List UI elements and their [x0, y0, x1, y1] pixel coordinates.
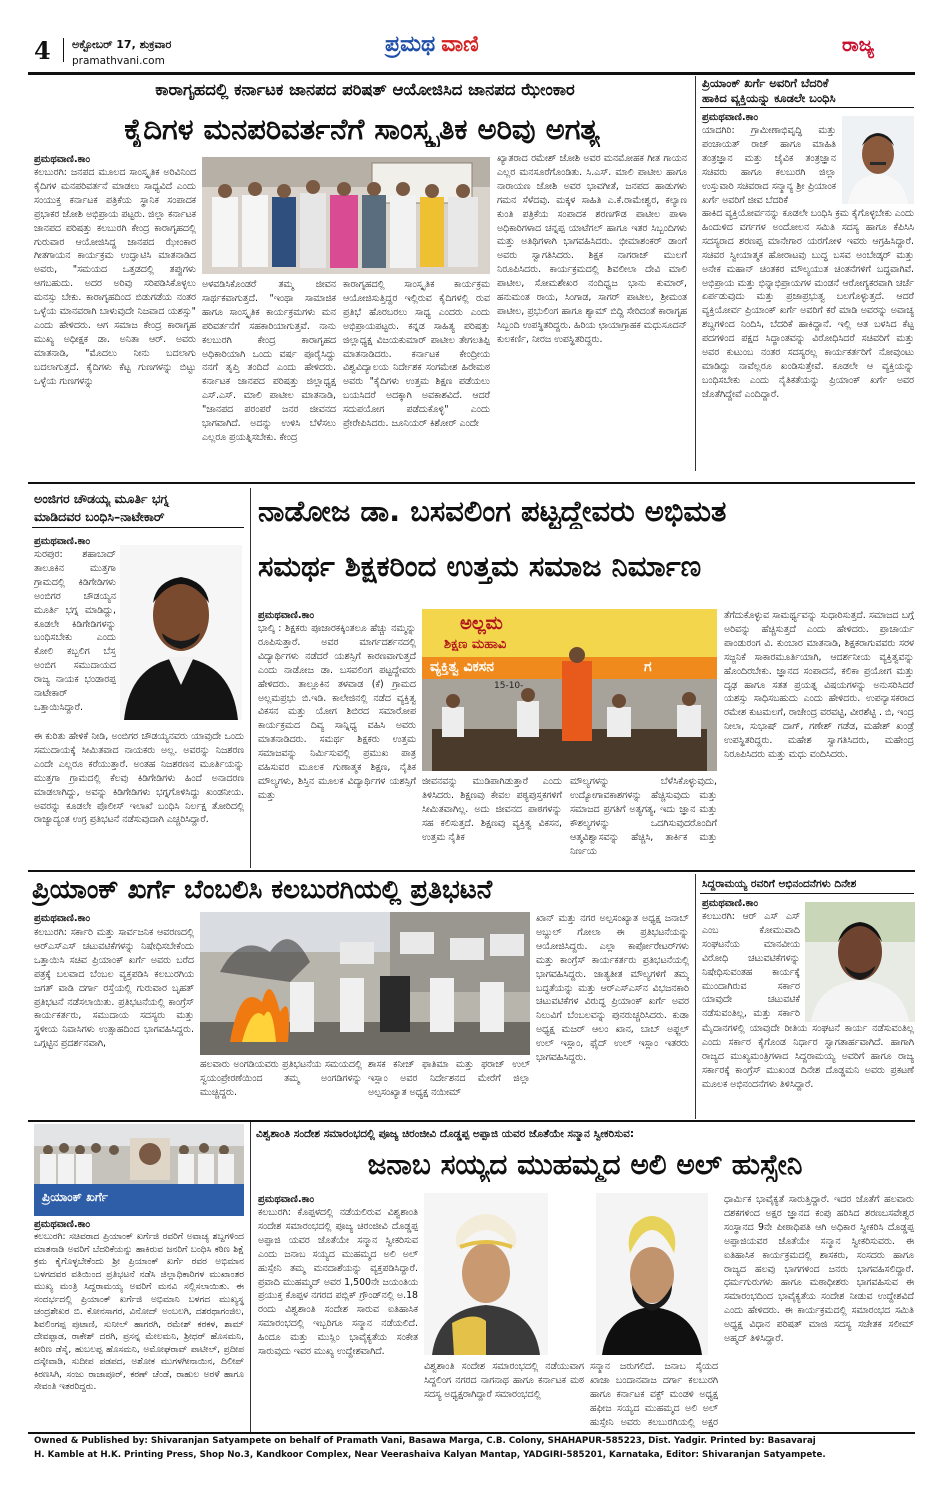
header-date: ಅಕ್ಟೋಬರ್ 17, ಶುಕ್ರವಾರ — [72, 38, 172, 51]
story5-col2: ಹಲವಾರು ಅಂಗಡಿಯವರು ಪ್ರತಿಭಟನೆಯ ಸಮಯದಲ್ಲಿ ಸ್ವಯಂಪ್ರೇರಣೆಯಿಂದ ತಮ್ಮ ಅಂಗಡಿಗಳನ್ನು ಮುಚ್ಚಿದ್ದರು. — [200, 1059, 362, 1098]
story1-col2: ಅಳವಡಿಸಿಕೊಂಡರೆ ತಮ್ಮ ಜೀವನ ಸಾರ್ಥಕವಾಗುತ್ತದೆ. "ಇಂಥಾ ಸಾಮಾಜಿಕ ಹಾಗೂ ಸಾಂಸ್ಕೃತಿಕ ಕಾರ್ಯಕ್ರಮಗಳು ಮನ ಪರಿವರ್ತನೆಗೆ ಸಹಕಾರಿಯಾಗುತ್ತವೆ. ನಾನು ಕಲಬುರಗಿ ಕೇಂದ್ರ ಕಾರಾಗೃಹದ ಅಧಿಕಾರಿಯಾಗಿ ಒಂದು ವರ್ಷ ಪೂರೈಸಿದ್ದು ನನಗೆ ತೃಪ್ತಿ ತಂದಿದೆ ಎಂದು ಹೇಳಿದರು. ಕರ್ನಾಟಕ ಜಾನಪದ ಪರಿಷತ್ತು ಜಿಲ್ಲಾಧ್ಯಕ್ಷ ಎಸ್.ಎಸ್. ಮಾಲಿ ಪಾಟೀಲ ಮಾತನಾಡಿ, "ಜಾನಪದ ಪರಂಪರೆ ಜನರ ಜೀವನದ ಭಾಗವಾಗಿದೆ. ಅದನ್ನು ಉಳಿಸಿ ಬೆಳೆಸಲು ಎಲ್ಲರೂ ಪ್ರಯತ್ನಿಸಬೇಕು. ಕೇಂದ್ರ — [202, 279, 336, 443]
banner-text-4: ಗ — [644, 659, 652, 675]
story4-headline-2: ಸಮರ್ಥ ಶಿಕ್ಷಕರಿಂದ ಉತ್ತಮ ಸಮಾಜ ನಿರ್ಮಾಣ — [258, 549, 702, 583]
masthead-part-1: ಪ್ರಮಥ — [385, 32, 436, 57]
man-portrait-icon — [596, 1193, 708, 1355]
story2-rule — [700, 107, 914, 108]
story2-headline-2: ಹಾಕಿದ ವ್ಯಕ್ತಿಯನ್ನು ಕೂಡಲೇ ಬಂಧಿಸಿ — [702, 91, 836, 105]
story1-headline: ಕೈದಿಗಳ ಮನಪರಿವರ್ತನೆಗೆ ಸಾಂಸ್ಕೃತಿಕ ಅರಿವು ಅಗತ್ಯ — [124, 112, 600, 146]
story1-photo — [202, 157, 490, 274]
column-rule-2 — [250, 488, 251, 868]
story1-col4: ಖ್ಯಾತರಾದ ರಮೇಶ್ ಜೋಶಿ ಅವರ ಮನಮೋಹಕ ಗೀತ ಗಾಯನ ಎಲ್ಲರ ಮನಸೂರೆಗೊಂಡಿತು. ಸಿ.ಎಸ್. ಮಾಲಿ ಪಾಟೀಲ ಹಾಗೂ ನಾರಾಯಣ ಜೋಶಿ ಅವರ ಭಾವಗೀತೆ, ಜನಪದ ಹಾಡುಗಳು ಗಮನ ಸೆಳೆದವು. ಮಕ್ಕಳ ಸಾಹಿತಿ ಎ.ಕೆ.ರಾಮೇಶ್ವರ, ಕಲ್ಯಾಣ ಕುಂತಿ ಪತ್ರಿಕೆಯ ಸಂಪಾದಕ ಶರಣಗೌಡ ಪಾಟೀಲ ಪಾಳಾ ಅಧಿಕಾರಿಗಳಾದ ಚನ್ನಪ್ಪ ಯಾಟೆಗಲ್ ಹಾಗೂ ಇತರ ಸಿಬ್ಬಂದಿಗಳು ಮತ್ತು ಅತಿಥಿಗಳಾಗಿ ಭಾಗವಹಿಸಿದರು. ಭೀಮಾಶಂಕರ್ ಡಾಂಗೆ ಅವರು ಸ್ವಾಗತಿಸಿದರು. ಶಿಕ್ಷಕ ನಾಗರಾಜ್ ಮುಲಗೆ ನಿರೂಪಿಸಿದರು. ಕಾರ್ಯಕ್ರಮದಲ್ಲಿ ಶಿವಲೀಲಾ ದೇವಿ ಮಾಲಿ ಪಾಟೀಲ, ಸೋಮಶೇಖರ ನಂದಿಧ್ವಜ ಭಾನು ಕುಮಾರ್, ಹನುಮಂತ ರಾಯ, ಸಿಂಗಾಡ, ಸಾಗರ್ ಪಾಟೀಲ, ಶ್ರೀಮಂತ ಪಾಟೀಲ, ಪ್ರಭುಲಿಂಗ ಹಾಗೂ ಶ್ಯಾಮ್ ಬಿದ್ದಿ ಸೇರಿದಂತೆ ಕಾರಾಗೃಹ ಸಿಬ್ಬಂದಿ ಉಪಸ್ಥಿತರಿದ್ದರು. ಹಿರಿಯ ಛಾಯಾಗ್ರಾಹಕ ಮಧುಸೂದನ್ ಕುಲಕರ್ಣಿ, ನೀರಜ ಉಪಸ್ಥಿತರಿದ್ದರು. — [497, 153, 687, 345]
story6-text-bottom: ಮೈದಾನಗಳಲ್ಲಿ ಯಾವುದೇ ರೀತಿಯ ಸಂಘಟನೆ ಕಾರ್ಯ ನಡೆಸುವಂತಿಲ್ಲ ಎಂದು ಸರ್ಕಾರ ಕೈಗೊಂಡ ನಿರ್ಧಾರ ಸ್ವಾಗತಾರ್ಹವಾಗಿದೆ. ಹಾಗಾಗಿ ರಾಜ್ಯದ ಮುಖ್ಯಮಂತ್ರಿಗಳಾದ ಸಿದ್ದರಾಮಯ್ಯ ಅವರಿಗೆ ಹಾಗೂ ರಾಜ್ಯ ಸರ್ಕಾರಕ್ಕೆ ಕಾಂಗ್ರೆಸ್ ಮುಖಂಡ ದಿನೇಶ ದೊಡ್ಡಮನಿ ಅವರು ಪ್ರಕಟಣೆ ಮೂಲಕ ಅಭಿನಂದನೆಗಳು ತಿಳಿಸಿದ್ದಾರೆ. — [702, 1023, 914, 1090]
story5-col1: ಕಲಬುರಗಿ: ಸರ್ಕಾರಿ ಮತ್ತು ಸಾರ್ವಜನಿಕ ಆವರಣದಲ್ಲಿ ಆರ್‌ಎಸ್‌ಎಸ್ ಚಟುವಟಿಕೆಗಳನ್ನು ನಿಷೇಧಿಸಬೇಕೆಂದು ಒತ್ತಾಯಿಸಿ ಸಚಿವ ಪ್ರಿಯಾಂಕ್ ಖರ್ಗೆ ಅವರು ಬರೆದ ಪತ್ರಕ್ಕೆ ಬಲವಾದ ಬೆಂಬಲ ವ್ಯಕ್ತಪಡಿಸಿ ಕಲಬುರಗಿಯ ಜಗತ್ ವಾಡಿ ದರ್ಗಾ ರಸ್ತೆಯಲ್ಲಿ ಗುರುವಾರ ಬೃಹತ್ ಪ್ರತಿಭಟನೆ ನಡೆಸಲಾಯಿತು. ಪ್ರತಿಭಟನೆಯಲ್ಲಿ ಕಾಂಗ್ರೆಸ್ ಕಾರ್ಯಕರ್ತರು, ಸಮುದಾಯ ಸದಸ್ಯರು ಮತ್ತು ಸ್ಥಳೀಯ ನಿವಾಸಿಗಳು ಉತ್ಸಾಹದಿಂದ ಭಾಗವಹಿಸಿದ್ದರು. ಒಗ್ಗಟ್ಟಿನ ಪ್ರದರ್ಶನವಾಗಿ, — [34, 927, 194, 1050]
story4-col3: ಮೌಲ್ಯಗಳನ್ನು ಬೆಳೆಸಿಕೊಳ್ಳುವುದು, ಉದ್ಯೋಗಾವಕಾಶಗಳನ್ನು ಹೆಚ್ಚಿಸುವುದು ಮತ್ತು ಸಮಾಜದ ಪ್ರಗತಿಗೆ ಅತ್ಯಗತ್ಯ, ಇದು ಜ್ಞಾನ ಮತ್ತು ಕೌಶಲ್ಯಗಳನ್ನು ಒದಗಿಸುವುದರೊಂದಿಗೆ ಆತ್ಮವಿಶ್ವಾಸವನ್ನು ಹೆಚ್ಚಿಸಿ, ತಾರ್ಕಿಕ ಮತ್ತು ನಿರ್ಣಯ — [570, 776, 717, 857]
story2-text-top: ಯಾದಗಿರಿ: ಗ್ರಾಮೀಣಾಭಿವೃದ್ಧಿ ಮತ್ತು ಪಂಚಾಯತ್ ರಾಜ್ ಹಾಗೂ ಮಾಹಿತಿ ತಂತ್ರಜ್ಞಾನ ಮತ್ತು ಜೈವಿಕ ತಂತ್ರಜ್ಞಾನ ಸಚಿವರು ಹಾಗೂ ಕಲಬುರಗಿ ಜಿಲ್ಲಾ ಉಸ್ತುವಾರಿ ಸಚಿವರಾದ ಸನ್ಮಾನ್ಯ ಶ್ರೀ ಪ್ರಿಯಾಂಕ ಖರ್ಗೆ ಅವರಿಗೆ ಜೀವ ಬೆದರಿಕೆ — [702, 125, 836, 206]
story3-headline-1: ಅಂಜಿಗರ ಚೌಡಯ್ಯ ಮೂರ್ತಿ ಭಗ್ನ — [34, 491, 169, 506]
masthead — [385, 32, 479, 57]
banner-text-2: ಶಿಕ್ಷಣ ಮಹಾವಿ — [444, 637, 507, 652]
page-header — [0, 0, 945, 72]
story2-text-bottom: ಹಾಕಿದ ವ್ಯಕ್ತಿಯೋರ್ವನನ್ನು ಕೂಡಲೇ ಬಂಧಿಸಿ ಕ್ರಮ ಕೈಗೊಳ್ಳಬೇಕು ಎಂದು ಹಿಂದುಳಿದ ವರ್ಗಗಳ ಅಂದೋಲನ ಸಮಿತಿ ಸದಸ್ಯ ಹಾಗೂ ಕೆಪಿಸಿಸಿ ಸದಸ್ಯರಾದ ಶರಣಪ್ಪ ಮಾನೇಗಾರ ಯರಗೋಳ ಇವರು ಆಗ್ರಹಿಸಿದ್ದಾರೆ. ಸಚಿವರ ಸ್ವೀಯಾತ್ಮಕ ಹೋರಾಟವು ಬುದ್ಧ ಬಸವ ಅಂಬೇಡ್ಕರ್ ಮತ್ತು ಅನೇಕ ಮಹಾನ್ ಚಿಂತಕರ ಮೌಲ್ಯಯುತ ಚಿಂತನೆಗಳಿಗೆ ಬದ್ಧವಾಗಿವೆ. ಅಭಿಪ್ರಾಯ ಮತ್ತು ಭಿನ್ನಾಭಿಪ್ರಾಯಗಳ ಮಂಡನೆ ಆರೋಗ್ಯಕರವಾಗಿ ಚರ್ಚೆ ಏರ್ಪಡುವುದು ಮತ್ತು ಪ್ರಜಾಪ್ರಭುತ್ವ ಬಲಗೊಳ್ಳುತ್ತದೆ. ಆದರೆ ವ್ಯಕ್ತಿಯೋರ್ವ ಪ್ರಿಯಾಂಕ್ ಖರ್ಗೆ ಅವರಿಗೆ ಕರೆ ಮಾಡಿ ಅವರನ್ನು ಅವಾಚ್ಯ ಶಬ್ದಗಳಿಂದ ನಿಂದಿಸಿ, ಬೆದರಿಕೆ ಹಾಕಿದ್ದಾನೆ. ಇಲ್ಲಿ ಆತ ಬಳಸಿದ ಕೆಟ್ಟ ಪದಗಳಿಂದ ಪಕ್ಷದ ಸಿದ್ಧಾಂತವನ್ನು ವಿರೋಧಿಸಿದರೆ ಸಚಿವರಿಗೆ ಮತ್ತು ಅವರ ಕುಟುಂಬ ನಂತರ ಸದಸ್ಯರಲ್ಲ ಕಾರ್ಯಕರ್ತರಿಗೆ ನೋವುಂಟು ಮಾಡಿದ್ದು ನಾವೆಲ್ಲರೂ ಖಂಡಿಸುತ್ತೇವೆ. ಕೂಡಲೇ ಆ ವ್ಯಕ್ತಿಯನ್ನು ಬಂಧಿಸಬೇಕು ಎಂದು ನೈತಿಕತೆಯನ್ನು ಪ್ರಿಯಾಂಕ್ ಖರ್ಗೆ ಅವರ ಜೊತೆಗಿದ್ದೇವೆ ಎಂದಿದ್ದಾರೆ. — [702, 208, 914, 400]
boy-portrait-icon — [424, 1193, 548, 1355]
section-label: ರಾಜ್ಯ — [842, 34, 875, 56]
story3-text-bottom: ಈ ಕುರಿತು ಹೇಳಿಕೆ ನೀಡಿ, ಅಂಬಿಗರ ಚೌಡಯ್ಯನವರು ಯಾವುದೇ ಒಂದು ಸಮುದಾಯಕ್ಕೆ ಸೀಮಿತವಾದ ನಾಯಕರು ಅಲ್ಲ. ಅವರನ್ನು ನಿಜಶರಣ ಎಂದೇ ಎಲ್ಲರೂ ಕರೆಯುತ್ತಾರೆ. ಅಂತಹ ನಿಜಶರಣನ ಮೂರ್ತಿಯನ್ನು ಮುತ್ತಗಾ ಗ್ರಾಮದಲ್ಲಿ ಕೆಲವು ಕಿಡಿಗೇಡಿಗಳು ಹಿಂದೆ ಅನಾದರಣ ಮಾಡಲಾಗಿದ್ದು, ಅವನ್ನು ಕಿಡಿಗೇಡಿಗಳು ಭಗ್ನಗೊಳಿಸಿದ್ದು ಖಂಡನೀಯ. ಅವರನ್ನು ಕೂಡಲೇ ಪೊಲೀಸ್ ಇಲಾಖೆ ಬಂಧಿಸಿ ನಿರ್ಲಕ್ಷ ತೋರಿದಲ್ಲಿ ರಾಜ್ಯಾದ್ಯಂತ ಉಗ್ರ ಪ್ರತಿಭಟನೆ ನಡೆಸುವುದಾಗಿ ಎಚ್ಚರಿಸಿದ್ದಾರೆ. — [34, 731, 244, 826]
story5-byline: ಪ್ರಮಥವಾಣಿ.ಕಾಂ — [34, 913, 91, 924]
story5-col3: ಶಾಸಕ ಕನೀಜ್ ಫಾತಿಮಾ ಮತ್ತು ಫರಾಜ್ ಉಲ್ ಇಸ್ಲಾಂ ಅವರ ನಿರ್ದೇಶನದ ಮೇರೆಗೆ ಜಿಲ್ಲಾ ಅಲ್ಪಸಂಖ್ಯಾತ ಅಧ್ಯಕ್ಷ ನಯೀಮ್ — [368, 1059, 530, 1098]
protest-photo-icon — [200, 912, 530, 1055]
banner-text-1: ಅಲ್ಲಮ — [460, 613, 503, 634]
story5-col4: ಖಾನ್ ಮತ್ತು ನಗರ ಅಲ್ಪಸಂಖ್ಯಾತ ಅಧ್ಯಕ್ಷ ಜನಾಬ್ ಅಬ್ದುಲ್ ಗೋಲಾ ಈ ಪ್ರತಿಭಟನೆಯನ್ನು ಆಯೋಜಿಸಿದ್ದರು. ಎಲ್ಲಾ ಕಾರ್ಪೋರೇಟರ್‌ಗಳು ಮತ್ತು ಕಾಂಗ್ರೆಸ್ ಕಾರ್ಯಕರ್ತರು ಪ್ರತಿಭಟನೆಯಲ್ಲಿ ಭಾಗವಹಿಸಿದ್ದರು. ಜಾತ್ಯತೀತ ಮೌಲ್ಯಗಳಿಗೆ ತಮ್ಮ ಬದ್ಧತೆಯನ್ನು ಮತ್ತು ಆರ್‌ಎಸ್‌ಎಸ್‌ನ ವಿಭಜನಕಾರಿ ಚಟುವಟಿಕೆಗಳ ವಿರುದ್ಧ ಪ್ರಿಯಾಂಕ್ ಖರ್ಗೆ ಅವರ ನಿಲುವಿಗೆ ಬೆಂಬಲವನ್ನು ಪುನರುಚ್ಚರಿಸಿದರು. ಕುಡಾ ಅಧ್ಯಕ್ಷ ಮಜರ್ ಆಲಂ ಖಾನ, ಬಾಬ್ ಅಫ್ಜಲ್ ಉಲ್ ಇಸ್ಲಾಂ, ಫೈದ್ ಉಲ್ ಇಸ್ಲಾಂ ಇತರರು ಭಾಗವಹಿಸಿದ್ದರು. — [536, 913, 689, 1064]
header-divider — [63, 38, 64, 62]
story3-rule — [32, 527, 244, 528]
story2-portrait — [842, 116, 914, 204]
column-rule-1 — [695, 76, 696, 471]
story8-col4: ಧಾರ್ಮಿಕ ಭಾವೈಕ್ಯತೆ ಸಾರುತ್ತಿದ್ದಾರೆ. ಇದರ ಜೊತೆಗೆ ಹಲವಾರು ದಶಕಗಳಿಂದ ಅಕ್ಷರ ಜ್ಞಾನದ ಕಂಪು ಹರಿಸಿದ ಶರಣಬಸವೇಶ್ವರ ಸಂಸ್ಥಾನದ 9ನೇ ಪೀಠಾಧಿಪತಿ ಆಗಿ ಅಧಿಕಾರ ಸ್ವೀಕರಿಸಿ ದೊಡ್ಡಪ್ಪ ಅಪ್ಪಾಜಿಯವರ ಜೊತೆಯೇ ಸನ್ಮಾನ ಸ್ವೀಕರಿಸುವರು. ಈ ಐತಿಹಾಸಿಕ ಕಾರ್ಯಕ್ರಮದಲ್ಲಿ ಶಾಸಕರು, ಸಂಸದರು ಹಾಗೂ ರಾಜ್ಯದ ಹಲವು ಭಾಗಗಳಿಂದ ಜನರು ಭಾಗವಹಿಸಲಿದ್ದಾರೆ. ಧರ್ಮಗುರುಗಳು ಹಾಗೂ ಮಠಾಧೀಶರು ಭಾಗವಹಿಸುವ ಈ ಸಮಾರಂಭದಿಂದ ಭಾವೈಕ್ಯತೆಯ ಸಂದೇಶ ನೀಡುವ ಉದ್ದೇಶವಿದೆ ಎಂದು ಹೇಳಿದರು. ಈ ಕಾರ್ಯಕ್ರಮದಲ್ಲಿ ಸಮಾರಂಭದ ಸಮಿತಿ ಅಧ್ಯಕ್ಷ ವಿಧಾನ ಪರಿಷತ್ ಮಾಜಿ ಸದಸ್ಯ ಸಚೇತಕ ಸಲೀಮ್ ಅಹ್ಮದ್ ತಿಳಿಸಿದ್ದಾರೆ. — [724, 1194, 914, 1345]
story8-photo-1 — [424, 1193, 548, 1355]
story4-col1: ಭಾಲ್ಕಿ : ಶಿಕ್ಷಕರು ಪೂಜಾರಕಕ್ಕಿಂತಲೂ ಹೆಚ್ಚು ನಮ್ಮನ್ನು ರೂಪಿಸುತ್ತಾರೆ. ಅವರ ಮಾರ್ಗದರ್ಶನದಲ್ಲಿ ವಿದ್ಯಾರ್ಥಿಗಳು ನಡೆದರೆ ಯಶಸ್ಸಿಗೆ ಕಾರಣವಾಗುತ್ತದೆ ಎಂದು ನಾಡೋಜ ಡಾ. ಬಸವಲಿಂಗ ಪಟ್ಟದ್ದೇವರು ಹೇಳಿದರು. ತಾಲ್ಲೂಕಿನ ತಳವಾಡ (ಕೆ) ಗ್ರಾಮದ ಅಲ್ಲಮಪ್ರಭು ಬಿ.ಇಡಿ. ಕಾಲೇಜಿನಲ್ಲಿ ನಡೆದ ವ್ಯಕ್ತಿತ್ವ ವಿಕಸನ ಮತ್ತು ಯೋಗ ಶಿಬಿರದ ಸಮಾರೋಪ ಕಾರ್ಯಕ್ರಮದ ದಿವ್ಯ ಸಾನ್ನಿಧ್ಯ ವಹಿಸಿ ಅವರು ಮಾತನಾಡಿದರು. ಸಮರ್ಥ ಶಿಕ್ಷಕರು ಉತ್ತಮ ಸಮಾಜವನ್ನು ನಿರ್ಮಿಸುವಲ್ಲಿ ಪ್ರಮುಖ ಪಾತ್ರ ವಹಿಸುವರ ಮೂಲಕ ಗುಣಾತ್ಮಕ ಶಿಕ್ಷಣ, ನೈತಿಕ ಮೌಲ್ಯಗಳು, ಶಿಸ್ತಿನ ಮೂಲಕ ವಿದ್ಯಾರ್ಥಿಗಳ ಯಶಸ್ಸಿಗೆ ಮತ್ತು — [258, 623, 416, 801]
story3-text-top: ಸುರಪುರ: ಶಹಾಬಾದ್ ತಾಲೂಕಿನ ಮುತ್ತಗಾ ಗ್ರಾಮದಲ್ಲಿ ಕಿಡಿಗೇಡಿಗಳು ಅಂಬಿಗರ ಚೌಡಯ್ಯನ ಮೂರ್ತಿ ಭಗ್ನ ಮಾಡಿದ್ದು, ಕೂಡಲೇ ಕಿಡಿಗೇಡಿಗಳನ್ನು ಬಂಧಿಸಬೇಕು ಎಂದು ಕೋಲಿ ಕಬ್ಬಲಿಗ ಬೆಸ್ತ ಅಂಬಿಗ ಸಮುದಾಯದ ರಾಜ್ಯ ನಾಯಕ ಭಂಡಾರಪ್ಪ ನಾಟೇಕಾರ್ ಒತ್ತಾಯಿಸಿದ್ದಾರೆ. — [34, 549, 116, 713]
man-portrait-icon — [805, 902, 915, 1022]
story4-col2: ಜೀವನವನ್ನು ಮುಡಿಪಾಗಿಡುತ್ತಾರೆ ಎಂದು ತಿಳಿಸಿದರು. ಶಿಕ್ಷಣವು ಕೇವಲ ಪಠ್ಯಪುಸ್ತಕಗಳಿಗೆ ಸೀಮಿತವಾಗಿಲ್ಲ. ಅದು ಜೀವನದ ಪಾಠಗಳನ್ನು ಸಹ ಕಲಿಸುತ್ತದೆ. ಶಿಕ್ಷಣವು ವ್ಯಕ್ತಿತ್ವ ವಿಕಸನ, ಉತ್ತಮ ನೈತಿಕ — [422, 776, 562, 843]
story6-rule — [700, 893, 914, 894]
story8-kicker: ವಿಶ್ವಶಾಂತಿ ಸಂದೇಶ ಸಮಾರಂಭದಲ್ಲಿ ಪೂಜ್ಯ ಚಿರಂಜೀವಿ ದೊಡ್ಡಪ್ಪ ಅಪ್ಪಾಜಿ ಯವರ ಜೊತೆಯೇ ಸನ್ಮಾನ ಸ್ವೀಕರಿಸುವ: — [256, 1128, 635, 1140]
footer-rule — [28, 1432, 915, 1434]
story1-col1: ಕಲಬುರಗಿ: ಜನಪದ ಮೂಲದ ಸಾಂಸ್ಕೃತಿಕ ಅರಿವಿನಿಂದ ಕೈದಿಗಳ ಮನಪರಿವರ್ತನೆ ಮಾಡಲು ಸಾಧ್ಯವಿದೆ ಎಂದು ಸಂಯುಕ್ತ ಕರ್ನಾಟಕ ಪತ್ರಿಕೆಯ ಸ್ಥಾನಿಕ ಸಂಪಾದಕ ಪ್ರಭಾಕರ ಜೋಶಿ ಅಭಿಪ್ರಾಯ ಪಟ್ಟರು. ಜಿಲ್ಲಾ ಕರ್ನಾಟಕ ಜಾನಪದ ಪರಿಷತ್ತು ಕಲಬುರಗಿ ಕೇಂದ್ರ ಕಾರಾಗೃಹದಲ್ಲಿ ಗುರುವಾರ ಆಯೋಜಿಸಿದ್ದ ಜಾನಪದ ಝೇಂಕಾರ ಗೀತಗಾಯನ ಕಾರ್ಯಕ್ರಮ ಉದ್ಘಾಟಿಸಿ ಮಾತನಾಡಿದ ಅವರು, "ಸಮಯದ ಒತ್ತಡದಲ್ಲಿ ತಪ್ಪುಗಳು ಆಗಬಹುದು. ಅದರ ಅರಿವು ಸರಿಪಡಿಸಿಕೊಳ್ಳಲು ಮನಸ್ಸು ಬೇಕು. ಕಾರಾಗೃಹದಿಂದ ಬಿಡುಗಡೆಯ ನಂತರ ಒಳ್ಳೆಯ ಮಾನವರಾಗಿ ಬಾಳುವುದೇ ನಿಜವಾದ ಯಶಸ್ಸು" ಎಂದು ಹೇಳಿದರು. ಆಗ ಸಮಾಜ ಕೇಂದ್ರ ಕಾರಾಗೃಹ ಮುಖ್ಯ ಅಧೀಕ್ಷಕ ಡಾ. ಅನಿತಾ ಆರ್. ಅವರು ಮಾತನಾಡಿ, "ಮೊದಲು ನೀನು ಬದಲಾಗು ಬದಲಾಗುತ್ತದೆ. ಕೈದಿಗಳು ಕೆಟ್ಟ ಗುಣಗಳನ್ನು ಬಿಟ್ಟು ಒಳ್ಳೆಯ ಗುಣಗಳನ್ನು — [34, 167, 196, 387]
man-portrait-icon — [842, 116, 914, 204]
story7-photo — [34, 1124, 244, 1216]
header-rule — [28, 72, 915, 75]
banner-text-3: ವ್ಯಕ್ತಿತ್ವ ವಿಕಸನ — [430, 659, 495, 675]
story4-byline: ಪ್ರಮಥವಾಣಿ.ಕಾಂ — [258, 610, 315, 621]
story8-col3: ಸನ್ಮಾನ ಜರುಗಲಿದೆ. ಜನಾಬ ಸೈಯದ ಖಾಜಾ ಬಂದಾನವಾಜ ದರ್ಗಾ ಕಲಬುರಗಿ ಹಾಗೂ ಕರ್ನಾಟಕ ವಕ್ಫ್ ಮಂಡಳಿ ಅಧ್ಯಕ್ಷ ಹಫೀಜ ಸಯ್ಯದ ಮುಹಮ್ಮದ ಅಲಿ ಅಲ್ ಹುಸ್ಸೇನಿ ಅವರು ಕಲಬುರಗಿಯಲ್ಲಿ ಅಕ್ಷರ — [590, 1361, 718, 1428]
story6-byline: ಪ್ರಮಥವಾಣಿ.ಕಾಂ — [702, 898, 759, 909]
story4-col4: ತೆಗೆದುಕೊಳ್ಳುವ ಸಾಮರ್ಥ್ಯವನ್ನು ಸುಧಾರಿಸುತ್ತದೆ. ಸಮಾಜದ ಬಗ್ಗೆ ಅರಿವನ್ನು ಹೆಚ್ಚಿಸುತ್ತದೆ ಎಂದು ಹೇಳಿದರು. ಪ್ರಾಚಾರ್ಯ ಪಾಂಡುರಂಗ ವಿ. ಕುಂಬಾರ ಮಾತನಾಡಿ, ಶಿಕ್ಷಕರಾಗುವವರು ಸರಳ ಸಜ್ಜನಿಕೆ ಸಾಕಾರಮೂರ್ತಿಯಾಗಿ, ಆದರ್ಶನೀಯ ವ್ಯಕ್ತಿತ್ವವನ್ನು ಹೊಂದಿರಬೇಕು. ಜ್ಞಾನದ ಸಂಪಾದನೆ, ಕಲಿಕಾ ಪ್ರಯೋಗ ಮತ್ತು ದೃಢ ಹಾಗೂ ಸತತ ಪ್ರಯತ್ನ ವಿಷಯಗಳನ್ನು ಅನುಸರಿಸಿದರೆ ಯಶಸ್ಸು ಸಾಧಿಸಬಹುದು ಎಂದು ಹೇಳಿದರು. ಉಪನ್ಯಾಸಕರಾದ ರಮೇಶ ಕುಟಮಲಗೆ, ರಾಜೇಂದ್ರ ವರವಟ್ಟಿ, ವೀರಶೆಟ್ಟಿ . ಬಿ, ಇಂದ್ರ ನೀಲಾ, ಸುಭಾಷ್ ದಾಗ್, ಗಣೇಶ್ ಗಡೆಡ, ಮಹೇಶ್ ಖಂಡ್ರೆ ಉಪಸ್ಥಿತರಿದ್ದರು. ಮಹೇಶ ಸ್ವಾಗತಿಸಿದರು, ಮಹೇಂದ್ರ ನಿರೂಪಿಸಿದರು ಮತ್ತು ಮಧು ವಂದಿಸಿದರು. — [724, 610, 914, 761]
section-rule-1 — [28, 482, 915, 484]
story4-headline-1: ನಾಡೋಜ ಡಾ. ಬಸವಲಿಂಗ ಪಟ್ಟದ್ದೇವರು ಅಭಿಮತ — [258, 494, 727, 528]
story7-text: ಕಲಬುರಗಿ: ಸಚಿವರಾದ ಪ್ರಿಯಾಂಕ್ ಖರ್ಗೆಜಿ ರವರಿಗೆ ಅವಾಚ್ಯ ಶಬ್ದಗಳಿಂದ ಮಾತನಾಡಿ ಅವರಿಗೆ ಬೆದರಿಕೆಯನ್ನು ಹಾಕಿರುವ ಜನರಿಗೆ ಬಂಧಿಸಿ ಕಠಿಣ ಶಿಕ್ಷೆ ಕ್ರಮ ಕೈಗೊಳ್ಳಬೇಕೆಂದು ಶ್ರೀ ಪ್ರಿಯಾಂಕ್ ಖರ್ಗೆ ರವರ ಅಭಿಮಾನ ಬಳಗದವರ ವತಿಯಿಂದ ಪ್ರತಿಭಟನೆ ನಡೆಸಿ ಜಿಲ್ಲಾಧಿಕಾರಿಗಳ ಮುಖಾಂತರ ಮುಖ್ಯ ಮಂತ್ರಿ ಸಿದ್ದರಾಮಯ್ಯ ಅವರಿಗೆ ಮನವಿ ಸಲ್ಲಿಸಲಾಯಿತು. ಈ ಸಂದರ್ಭದಲ್ಲಿ ಪ್ರಿಯಾಂಕ್ ಖರ್ಗೆಜಿ ಅಭಿಮಾನಿ ಬಳಗದ ಮುಖ್ಯಸ್ಥ ಚಂದ್ರಶೇಖರ ಬಿ. ಕೋನಸಾಗರ, ವಿನೋದ್ ಅಂಬಲಗಿ, ದಶರಥಾಗಂಜಿಲ, ಶಿವಲಿಂಗಪ್ಪ ಪುಟಾಣಿ, ಸುನೀಲ್ ಹಾಗರಗಿ, ರಮೇಶ್ ಕರಕಳ, ಶಾಮ್ ದೇವಪ್ಪಾಡ, ರಾಕೇಶ್ ದರಗಿ, ಪ್ರಸನ್ನ ಮೇಲಮನಿ, ಶ್ರೀಧರ್ ಹೊಸಮನಿ, ಕೀರಿಣ ಡೆಸೈ, ಹುಬಲಪ್ಪ ಹೊಸಮನಿ, ಅಮೋಘರಾವ್ ಪಾಟೀಲ್, ಪ್ರದೀಪ ದಸ್ಕೇವಾಡಿ, ಸುದೀಪ ಪಡಪದ, ಅಶೋಕ ಮುಗಳಗೀನಾಯಿನ, ದಿಲೀಪ್ ಕಿರಣಸಿಗಿ, ಸಂಜು ರಾಜಾಪೂರ್, ಕರಣ್ ಚೆಂಡೆ, ರಾಹುಲ ಅರಳೆ ಹಾಗೂ ಸೇವಂತಿ ಇತರರಿದ್ದರು. — [34, 1232, 244, 1392]
man-portrait-icon — [120, 545, 242, 720]
story3-portrait — [120, 545, 242, 720]
column-rule-4 — [250, 1122, 251, 1432]
poster-text: ಪ್ರಿಯಾಂಕ್ ಖರ್ಗೆ — [42, 1190, 109, 1204]
story6-headline: ಸಿದ್ದರಾಮಯ್ಯ ರವರಿಗೆ ಅಭಿನಂದನೆಗಳು ದಿನೇಶ — [702, 878, 857, 890]
story6-text-top: ಕಲಬುರಗಿ: ಆರ್ ಎಸ್ ಎಸ್ ಎಂಬ ಕೋಮುವಾದಿ ಸಂಘಟನೆಯ ಮಾನವೀಯ ವಿರೋಧಿ ಚಟುವಟಿಕೆಗಳನ್ನು ನಿಷೇಧಿಸುವಂತಹ ಕಾರ್ಯಕ್ಕೆ ಮುಂದಾಗಿರುವ ಸರ್ಕಾರ ಯಾವುದೇ ಚಟುವಟಿಕೆ ನಡೆಸುವಂತಿಲ್ಲ, ಮತ್ತು ಸರ್ಕಾರಿ — [702, 911, 800, 1020]
story8-photo-2 — [596, 1193, 708, 1355]
story1-byline: ಪ್ರಮಥವಾಣಿ.ಕಾಂ — [34, 154, 91, 165]
story1-kicker: ಕಾರಾಗೃಹದಲ್ಲಿ ಕರ್ನಾಟಕ ಜಾನಪದ ಪರಿಷತ್ ಆಯೋಜಿಸಿದ ಜಾನಪದ ಝೇಂಕಾರ — [155, 80, 575, 99]
footer-line-2: H. Kamble at H.K. Printing Press, Shop No.3, Kandkoor Complex, Near Veerashaiva Kalyan Mantap, YADGIRI-585201, Karnataka, Editor: Shivaranjan Satyampete. — [34, 1450, 826, 1460]
story8-byline: ಪ್ರಮಥವಾಣಿ.ಕಾಂ — [258, 1194, 315, 1205]
story5-headline: ಪ್ರಿಯಾಂಕ್ ಖರ್ಗೆ ಬೆಂಬಲಿಸಿ ಕಲಬುರಗಿಯಲ್ಲಿ ಪ್ರತಿಭಟನೆ — [32, 875, 493, 905]
footer-line-1: Owned & Published by: Shivaranjan Satyampete on behalf of Pramath Vani, Basawa Marga, C.B. Colony, SHAHAPUR-585223, Dist. Yadgir. Printed by: Basavaraj — [34, 1436, 816, 1446]
header-website: pramathvani.com — [72, 55, 165, 67]
story7-byline: ಪ್ರಮಥವಾಣಿ.ಕಾಂ — [34, 1219, 91, 1230]
story2-byline: ಪ್ರಮಥವಾಣಿ.ಕಾಂ — [702, 112, 759, 123]
page-number: 4 — [34, 36, 51, 65]
story6-portrait — [805, 902, 915, 1022]
story3-headline-2: ಮಾಡಿದವರ ಬಂಧಿಸಿ–ನಾಟೇಕಾರ್ — [34, 509, 165, 524]
story1-col3: ಕಾರಾಗೃಹದಲ್ಲಿ ಸಾಂಸ್ಕೃತಿಕ ಕಾರ್ಯಕ್ರಮ ಆಯೋಜಿಸುತ್ತಿದ್ದರ ಇಲ್ಲಿರುವ ಕೈದಿಗಳಲ್ಲಿ ರುವ ಪ್ರತಿಭೆ ಹೊರಬರಲು ಸಾಧ್ಯ ಎಂದರು ಎಂದು ಅಭಿಪ್ರಾಯಪಟ್ಟರು. ಕನ್ನಡ ಸಾಹಿತ್ಯ ಪರಿಷತ್ತು ಜಿಲ್ಲಾಧ್ಯಕ್ಷ ವಿಜಯಕುಮಾರ್ ಪಾಟೀಲ ತೇಗಲತಿಪ್ಪಿ ಮಾತನಾಡಿದರು. ಕರ್ನಾಟಕ ಕೇಂದ್ರೀಯ ವಿಶ್ವವಿದ್ಯಾಲಯ ನಿರ್ದೇಶಕ ಸಂಗಮೇಶ ಹಿರೇಮಠ ಅವರು "ಕೈದಿಗಳು ಉತ್ತಮ ಶಿಕ್ಷಣ ಪಡೆಯಲು ಬಯಸಿದರೆ ಅದಕ್ಕಾಗಿ ಅವಕಾಶವಿದೆ. ಆದರೆ ಸದುಪಯೋಗ ಪಡೆದುಕೊಳ್ಳಿ" ಎಂದು ಪ್ರೇರೇಪಿಸಿದರು. ಜೂನಿಯರ್ ಕಿಶೋರ್ ಎಂದೇ — [343, 279, 490, 430]
section-rule-3 — [28, 1120, 915, 1122]
story8-col2: ವಿಶ್ವಶಾಂತಿ ಸಂದೇಶ ಸಮಾರಂಭದಲ್ಲಿ ನಡೆಯುವಾಗ ಸಿದ್ದಲಿಂಗ ನಗರದ ನಾಗನಾಥ ಹಾಗೂ ಕರ್ನಾಟಕ ಮಠ ಸದಸ್ಯ ಅಧ್ಯಕ್ಷರಾಗಿದ್ದಾರೆ ಸಮಾರಂಭದಲ್ಲಿ — [424, 1361, 584, 1400]
story8-headline: ಜನಾಬ ಸಯ್ಯದ ಮುಹಮ್ಮದ ಅಲಿ ಅಲ್ ಹುಸ್ಸೇನಿ — [367, 1148, 803, 1181]
masthead-part-2: ವಾಣಿ — [441, 32, 479, 57]
section-rule-2 — [28, 870, 915, 872]
column-rule-3 — [695, 874, 696, 1119]
ceremony-photo-icon — [202, 157, 490, 274]
story2-headline-1: ಪ್ರಿಯಾಂಕ್ ಖರ್ಗೆ ಅವರಿಗೆ ಬೆದರಿಕೆ — [702, 76, 829, 90]
story8-col1: ಕಲಬುರಗಿ: ಕೊಪ್ಪಳದಲ್ಲಿ ನಡೆಯಲಿರುವ ವಿಶ್ವಶಾಂತಿ ಸಂದೇಶ ಸಮಾರಂಭದಲ್ಲಿ ಪೂಜ್ಯ ಚಿರಂಜೀವಿ ದೊಡ್ಡಪ್ಪ ಅಪ್ಪಾಜಿ ಯವರ ಜೊತೆಯೇ ಸನ್ಮಾನ ಸ್ವೀಕರಿಸುವ ಎಂದು ಜನಾಬ ಸಯ್ಯದ ಮುಹಮ್ಮದ ಅಲಿ ಅಲ್ ಹುಸ್ಸೇನಿ ತಮ್ಮ ಮನದಾಶೆಯನ್ನು ವ್ಯಕ್ತಪಡಿಸಿದ್ದಾರೆ. ಪ್ರವಾದಿ ಮುಹಮ್ಮದ್ ಅವರ 1,500ನೇ ಜಯಂತಿಯ ಪ್ರಯುಕ್ತ ಕೊಪ್ಪಳ ನಗರದ ಪಬ್ಲಿಕ್ ಗ್ರೌಂಡ್‌ನಲ್ಲಿ ಅ.18 ರಂದು ವಿಶ್ವಶಾಂತಿ ಸಂದೇಶ ಸಾರುವ ಐತಿಹಾಸಿಕ ಸಮಾರಂಭದಲ್ಲಿ ಇಬ್ಬರಿಗೂ ಸನ್ಮಾನ ನಡೆಯಲಿದೆ. ಹಿಂದೂ ಮತ್ತು ಮುಸ್ಲಿಂ ಭಾವೈಕ್ಯತೆಯ ಸಂಕೇತ ಸಾರುವುದು ಇವರ ಮುಖ್ಯ ಉದ್ದೇಶವಾಗಿದೆ. — [258, 1207, 418, 1358]
story5-photo — [200, 912, 530, 1055]
banner-date: 15-10- — [494, 681, 524, 691]
story4-photo — [422, 609, 717, 771]
story3-byline: ಪ್ರಮಥವಾಣಿ.ಕಾಂ — [34, 536, 91, 547]
